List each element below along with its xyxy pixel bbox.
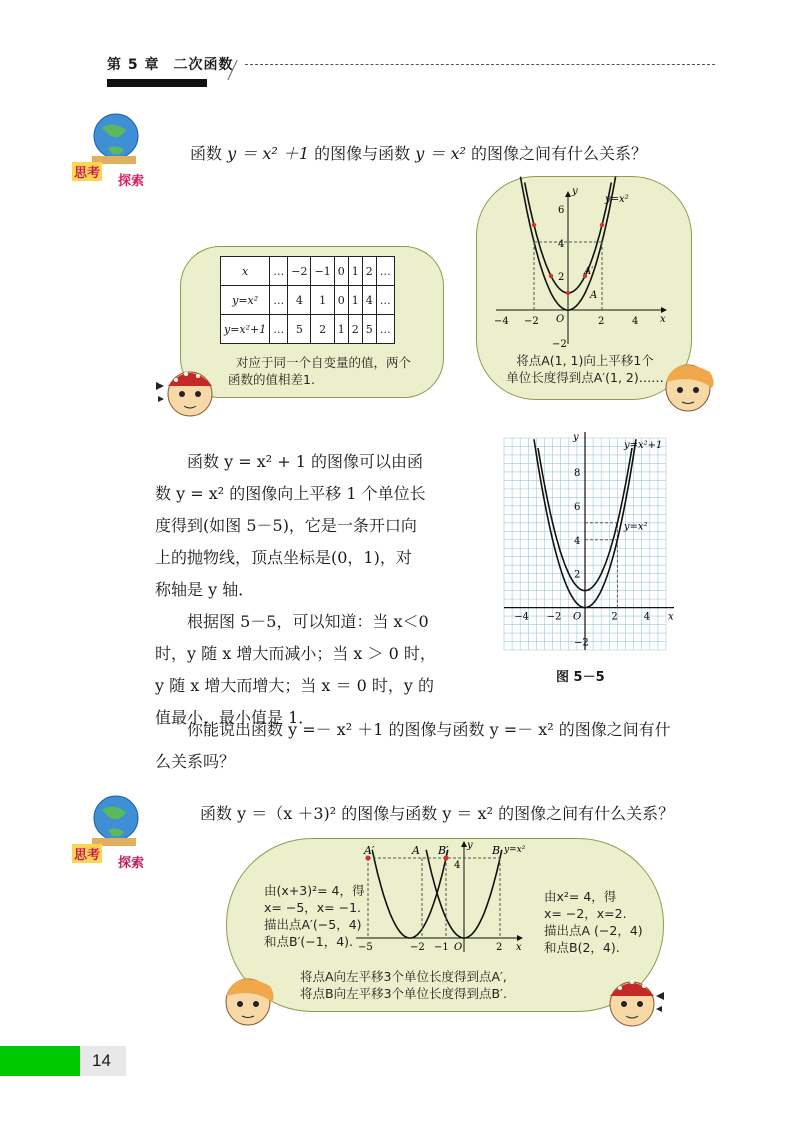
table-cell: 0 — [334, 286, 348, 315]
x-var: x — [516, 942, 522, 953]
table-cell: … — [376, 315, 394, 344]
table-cell: −2 — [288, 257, 311, 286]
y-tick: −2 — [552, 339, 567, 350]
note-line: 将点A向左平移3个单位长度得到点A′, — [300, 969, 507, 984]
x-tick: 2 — [496, 942, 503, 953]
table-cell: 1 — [311, 286, 334, 315]
think-explore-icon — [64, 108, 164, 188]
table-row — [221, 286, 395, 315]
think-label: 思考 — [72, 844, 102, 863]
label-a-prime: A′ — [364, 844, 375, 857]
y-var: y — [467, 840, 473, 851]
note-line: 由x²= 4，得 — [544, 889, 617, 904]
x-tick-label: −2 — [546, 611, 562, 623]
footer-accent — [0, 1046, 80, 1076]
figure-caption: 图 5－5 — [556, 670, 605, 685]
paragraph-line: 上的抛物线，顶点坐标是(0，1)，对 — [155, 548, 412, 567]
note-1-line: 对应于同一个自变量的值，两个 — [236, 355, 412, 370]
y-tick: 6 — [558, 205, 565, 216]
paragraph-line: 时，y 随 x 增大而减小；当 x ＞ 0 时， — [155, 644, 436, 663]
x-tick: −2 — [410, 942, 425, 953]
label-b-prime: B′ — [438, 844, 449, 857]
graph-1-curve-label: y=x² — [605, 194, 629, 205]
table-cell: −1 — [311, 257, 334, 286]
data-point — [566, 291, 570, 295]
question-2 — [155, 714, 715, 778]
question-2-line: 么关系吗？ — [155, 752, 236, 771]
graph-3-left-note — [264, 882, 374, 950]
cartoon-boy-icon — [146, 356, 224, 418]
table-cell: 5 — [288, 315, 311, 344]
y-axis-var: y — [573, 432, 579, 443]
table-cell: x — [221, 257, 270, 286]
table-cell: … — [270, 286, 288, 315]
cartoon-girl-icon — [660, 352, 720, 414]
table-cell: … — [270, 315, 288, 344]
table-cell: 2 — [348, 315, 362, 344]
series-label: y=x²+1 — [624, 440, 663, 451]
graph-3-bottom-note — [300, 968, 590, 1002]
table-cell: 1 — [348, 257, 362, 286]
think-label: 思考 — [72, 162, 102, 181]
note-line: 将点B向左平移3个单位长度得到点B′. — [300, 986, 507, 1001]
q1-formula-1: y ＝ x² ＋1 — [227, 144, 310, 163]
cartoon-boy-icon — [604, 966, 674, 1030]
page-number: 14 — [80, 1046, 126, 1076]
table-row — [221, 257, 395, 286]
table-cell: 2 — [311, 315, 334, 344]
header-dashed-rule — [245, 64, 715, 65]
cartoon-girl-icon — [218, 966, 278, 1028]
table-cell: y=x² — [221, 286, 270, 315]
note-line: 由(x+3)²= 4，得 — [264, 883, 365, 898]
note-line: x= −2，x=2. — [544, 906, 627, 921]
graph-3-curve-label: y=x² — [504, 845, 526, 855]
paragraph-line: 值最小，最小值是 1． — [155, 708, 315, 727]
header-bar — [107, 79, 207, 87]
origin-label: O — [454, 942, 463, 953]
table-cell: … — [376, 286, 394, 315]
graph-1-note-line: 单位长度得到点A′(1, 2)…… — [506, 370, 664, 385]
q1-post: 的图像之间有什么关系？ — [470, 144, 647, 163]
label-b: B — [492, 844, 501, 857]
table-cell: 4 — [362, 286, 376, 315]
x-tick: −4 — [494, 316, 509, 327]
x-tick: 2 — [598, 316, 605, 327]
chapter-number: 第 5 章 — [107, 57, 160, 73]
x-axis-var: x — [668, 611, 674, 623]
note-1-line: 函数的值相差1. — [228, 372, 315, 387]
y-tick-label: 4 — [574, 535, 581, 547]
paragraph-line: 根据图 5－5，可以知道：当 x＜0 — [187, 612, 429, 631]
q1-mid: 的图像与函数 — [314, 144, 411, 163]
note-line: 描出点A′(−5，4) — [264, 917, 362, 932]
y-tick: 2 — [558, 272, 565, 283]
table-cell: y=x²+1 — [221, 315, 270, 344]
paragraph-1 — [155, 446, 465, 734]
x-tick-label: O — [573, 611, 582, 623]
q1-pre: 函数 — [190, 144, 223, 163]
think-explore-icon — [64, 790, 164, 870]
paragraph-line: 函数 y = x² + 1 的图像可以由函 — [187, 452, 423, 471]
note-1 — [228, 354, 438, 388]
table-cell: 2 — [362, 257, 376, 286]
table-row — [221, 315, 395, 344]
table-cell: … — [270, 257, 288, 286]
data-point — [600, 223, 604, 227]
table-cell: 5 — [362, 315, 376, 344]
table-cell: 1 — [334, 315, 348, 344]
curve-y-x-plus-3-squared — [372, 850, 448, 938]
data-point — [549, 274, 553, 278]
label-a: A — [412, 844, 420, 857]
series-label: y=x² — [623, 521, 648, 533]
chapter-heading — [107, 54, 248, 74]
question-2-line: 你能说出函数 y =－ x² ＋1 的图像与函数 y =－ x² 的图像之间有什 — [187, 720, 671, 739]
y-tick: 4 — [454, 860, 461, 871]
x-tick: −2 — [524, 316, 539, 327]
explore-label: 探索 — [118, 856, 145, 871]
x-tick: −1 — [434, 942, 449, 953]
figure-5-5 — [490, 428, 680, 662]
y-tick-label: 8 — [574, 467, 581, 479]
y-tick: 4 — [558, 239, 565, 250]
question-1 — [190, 138, 647, 170]
table-cell: … — [376, 257, 394, 286]
paragraph-line: 数 y = x² 的图像向上平移 1 个单位长 — [155, 484, 426, 503]
note-line: 和点B(2，4). — [544, 940, 620, 955]
explore-label: 探索 — [118, 174, 145, 189]
graph-3-right-note — [544, 888, 660, 956]
note-line: x= −5，x= −1. — [264, 900, 362, 915]
y-tick-label: 2 — [574, 569, 581, 581]
note-line: 和点B′(−1，4). — [264, 934, 354, 949]
graph-1-note — [490, 352, 680, 386]
x-tick: −5 — [358, 942, 373, 953]
value-table — [220, 256, 395, 344]
y-tick-label: −2 — [574, 637, 589, 649]
question-3: 函数 y ＝（x ＋3)² 的图像与函数 y ＝ x² 的图像之间有什么关系？ — [200, 804, 675, 823]
data-point — [532, 223, 536, 227]
paragraph-line: y 随 x 增大而增大；当 x ＝ 0 时，y 的 — [155, 676, 434, 695]
note-line: 描出点A (−2，4) — [544, 923, 643, 938]
table-cell: 0 — [334, 257, 348, 286]
point-a2-label: A′ — [584, 266, 594, 277]
paragraph-line: 称轴是 y 轴． — [155, 580, 255, 599]
y-var: y — [572, 186, 578, 197]
x-tick-label: 4 — [643, 611, 651, 623]
chapter-title: 二次函数 — [173, 57, 234, 73]
x-tick-label: −4 — [514, 611, 529, 623]
y-tick-label: 6 — [574, 501, 581, 513]
q1-formula-2: y ＝ x² — [415, 144, 466, 163]
paragraph-line: 度得到(如图 5－5)，它是一条开口向 — [155, 516, 417, 535]
origin-label: O — [556, 314, 565, 325]
table-cell: 1 — [348, 286, 362, 315]
x-tick: 4 — [632, 316, 639, 327]
graph-1-note-line: 将点A(1, 1)向上平移1个 — [516, 353, 654, 368]
graph-3 — [350, 838, 540, 958]
x-tick-label: 2 — [611, 611, 618, 623]
point-a-label: A — [590, 290, 598, 301]
x-var: x — [660, 314, 666, 325]
table-cell: 4 — [288, 286, 311, 315]
